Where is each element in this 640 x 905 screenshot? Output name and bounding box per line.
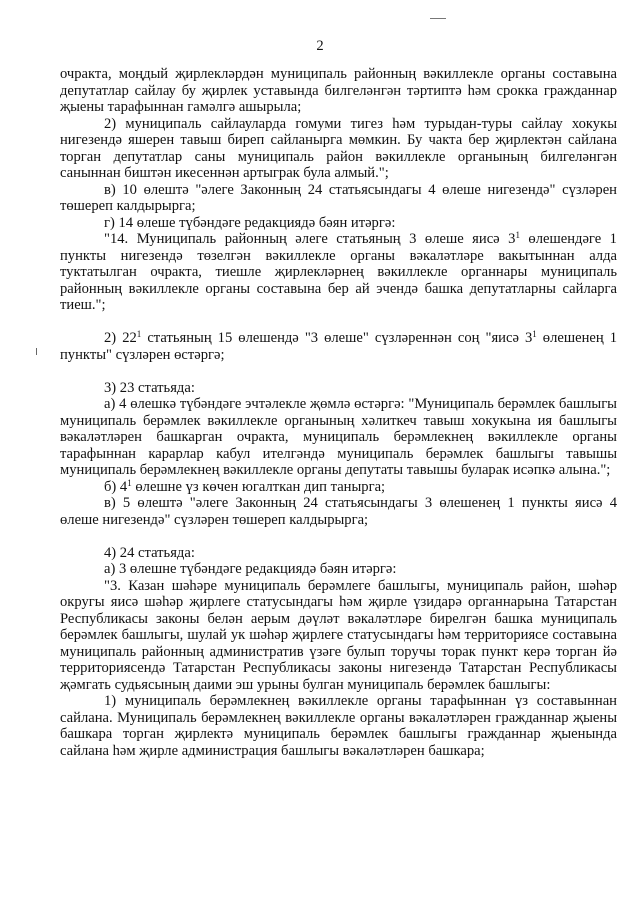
paragraph-8: а) 4 өлешкә түбәндәге эчтәлекле җөмлә өстәргә: "Муниципаль берәмлек башлыгы муниципаль берәмлек вәкиллекле органының хәлиткеч тавыш хокукына ия башлыгы вәкаләтләрен башкарган очракта, муниципаль берәмлекнең вәкиллекле органы тарафыннан карарлар кабул ителгәндә муниципаль берәмлек башлыгы тавышы муниципаль берәмлекнең вәкиллекле органы депутаты тавышы буларак исәпкә алына."; <box>60 396 617 478</box>
document-body <box>60 66 617 759</box>
paragraph-4: г) 14 өлеше түбәндәге редакциядә бәян итәргә: <box>104 214 396 231</box>
blank-line <box>60 363 617 380</box>
paragraph-5-part-a: "14. Муниципаль районның әлеге статьяның 3 өлеше яисә 3 <box>104 231 516 247</box>
page-number: 2 <box>316 38 324 54</box>
header-dash <box>430 18 446 19</box>
superscript-1: 1 <box>515 230 520 240</box>
blank-line <box>60 528 617 545</box>
paragraph-11: 4) 24 статьяда: <box>104 544 195 561</box>
superscript-4: 1 <box>127 477 132 488</box>
paragraph-5-part-b: өлешендәге 1 пункты нигезендә төзелгән вәкиллекле органы вәкаләтләре вакытыннан алда туктатылган очракта, тиешле җирлекләрнең вәкиллекле органнары муниципаль районның вәкиллекле органы составына бер ай эчендә башка депутатларны сайларга тиеш."; <box>60 231 617 313</box>
paragraph-6 <box>60 330 617 363</box>
paragraph-13: "3. Казан шәһәре муниципаль берәмлеге башлыгы, муниципаль район, шәһәр округы яисә шәһәр җирлеге статусындагы һәм җирле үзидарә органнарына Татарстан Республикасы законы белән аерым дәүләт вәкаләтләре бирелгән башка муниципаль берәмлек башлыгы, шулай ук шәһәр җирлеге статусындагы һәм территориясе составына муниципаль районның административ үзәге булып торучы торак пункт керә торган йә территориясендә Татарстан Республикасы законы нигезендә Татарстан Республикасы җәмгать судьясының даими эш урыны булган муниципаль берәмлек башлыгы: <box>60 577 617 693</box>
paragraph-9-part-b: өлешне үз көчен югалткан дип танырга; <box>131 478 386 495</box>
paragraph-9 <box>60 479 617 496</box>
paragraph-10: в) 5 өлештә "әлеге Законның 24 статьясындагы 3 өлешенең 1 пункты яисә 4 өлеше нигезендә" сүзләрен төшереп калдырырга; <box>60 495 617 528</box>
paragraph-6-part-a: 2) 22 <box>104 330 137 346</box>
paragraph-3: в) 10 өлештә "әлеге Законның 24 статьясындагы 4 өлеше нигезендә" сүзләрен төшереп калдырырга; <box>60 181 617 214</box>
paragraph-5 <box>60 231 617 314</box>
margin-mark <box>36 348 37 355</box>
paragraph-12: а) 3 өлешне түбәндәге редакциядә бәян итәргә: <box>104 561 397 577</box>
paragraph-9-part-a: б) 4 <box>104 478 128 495</box>
paragraph-6-part-c: өлешенең 1 пункты" сүзләрен өстәргә; <box>60 330 617 363</box>
superscript-3: 1 <box>532 329 537 339</box>
blank-line <box>60 314 617 331</box>
paragraph-1: очракта, моңдый җирлекләрдән муниципаль районның вәкиллекле органы составына депутатлар сайлау бу җирлек уставында билгеләнгән тәртиптә һәм срокка гражданнар җыены тарафыннан гамәлгә ашырыла; <box>60 66 617 115</box>
paragraph-7: 3) 23 статьяда: <box>104 379 195 396</box>
paragraph-14: 1) муниципаль берәмлекнең вәкиллекле органы тарафыннан үз составыннан сайлана. Муниципаль берәмлекнең вәкиллекле органы вәкаләтләрен гражданнар җыены башкара торган җирлектә муниципаль берәмлек башлыгы гражданнар җыенында сайлана һәм җирле администрация башлыгы вәкаләтләрен башкара; <box>60 693 617 759</box>
superscript-2: 1 <box>136 329 142 339</box>
paragraph-2: 2) муниципаль сайлауларда гомуми тигез һәм турыдан-туры сайлау хокукы нигезендә яшерен тавыш биреп сайланырга мөмкин. Бу чакта бер җирлектән сайлана торган депутатлар саны муниципаль район вәкиллекле органының билгеләнгән саныннан биштән икесеннән артыграк була алмый."; <box>60 115 617 181</box>
paragraph-6-part-b: статьяның 15 өлешендә "3 өлеше" сүзләреннән соң "яисә 3 <box>141 330 533 346</box>
